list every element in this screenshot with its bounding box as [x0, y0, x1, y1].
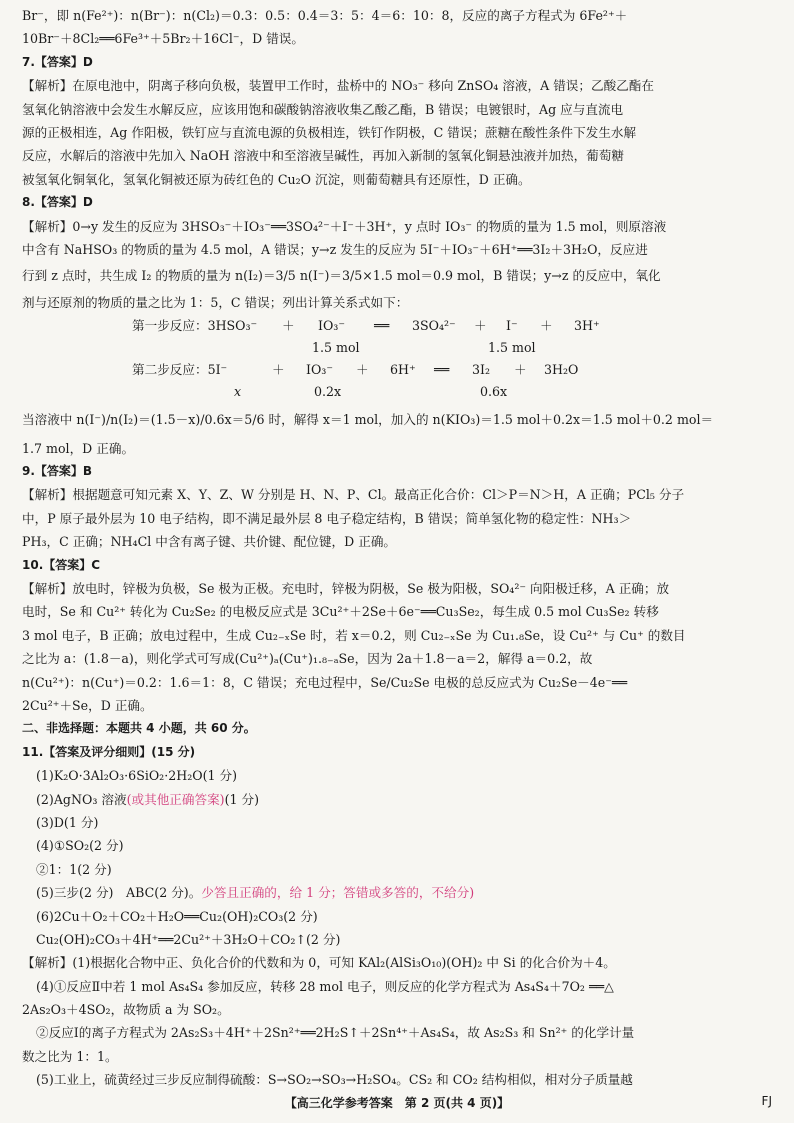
answer-text: (5)三步(2 分) ABC(2 分)。 — [36, 885, 202, 901]
step2-term: 第二步反应：5I⁻ — [132, 361, 228, 377]
text-line: 源的正极相连，Ag 作阳极，铁钉应与直流电源的负极相连，铁钉作阴极，C 错误；蔗糖在酸性条件下发生水解 — [22, 124, 637, 140]
step1-term: ＋ — [474, 317, 487, 333]
step2-term: 3H₂O — [544, 361, 579, 377]
section-heading: 二、非选择题：本题共 4 小题，共 60 分。 — [22, 721, 256, 736]
step2-value: 0.6x — [480, 383, 508, 399]
step1-term: 3SO₄²⁻ — [412, 317, 456, 333]
step2-value: x — [234, 383, 242, 399]
text-line: 氢氧化钠溶液中会发生水解反应，应该用饱和碳酸钠溶液收集乙酸乙酯，B 错误；电镀银时，Ag 应与直流电 — [22, 101, 624, 117]
step2-term: 3I₂ — [472, 361, 491, 377]
question-9-analysis: 【解析】根据题意可知元素 X、Y、Z、W 分别是 H、N、P、Cl。最高正化合价：Cl＞P＝N＞H，A 正确；PCl₅ 分子 — [22, 487, 685, 503]
score-text: (1 分) — [224, 791, 260, 807]
text-line: Br⁻，即 n(Fe²⁺)：n(Br⁻)：n(Cl₂)＝0.3：0.5：0.4＝3：5：4＝6：10：8，反应的离子方程式为 6Fe²⁺＋ — [22, 8, 628, 23]
step2-term: 6H⁺ — [390, 361, 416, 377]
answer-item-3: (3)D(1 分) — [36, 814, 99, 830]
answer-item-4b: ②1：1(2 分) — [36, 861, 112, 877]
step2-term: ＋ — [514, 361, 527, 377]
question-7-answer: 7.【答案】D — [22, 54, 93, 69]
text-line: (4)①反应Ⅱ中若 1 mol As₄S₄ 参加反应，转移 28 mol 电子，则反应的化学方程式为 As₄S₄＋7O₂ ══△ — [36, 978, 614, 994]
step1-term: IO₃⁻ — [318, 317, 345, 333]
question-8-answer: 8.【答案】D — [22, 195, 93, 210]
text-line: 2As₂O₃＋4SO₂，故物质 a 为 SO₂。 — [22, 1002, 230, 1018]
text-line: 中含有 NaHSO₃ 的物质的量为 4.5 mol，A 错误；y→z 发生的反应为 5I⁻＋IO₃⁻＋6H⁺══3I₂＋3H₂O，反应进 — [22, 241, 648, 257]
footer-page-info: 【高三化学参考答案 第 2 页(共 4 页)】 — [284, 1096, 510, 1110]
text-line: ②反应Ⅰ的离子方程式为 2As₂S₃＋4H⁺＋2Sn²⁺══2H₂S↑＋2Sn⁴⁺＋As₄S₄，故 As₂S₃ 和 Sn²⁺ 的化学计量 — [36, 1025, 635, 1041]
text-line: (5)工业上，硫黄经过三步反应制得硫酸：S→SO₂→SO₃→H₂SO₄。CS₂ 和 CO₂ 结构相似，相对分子质量越 — [36, 1072, 633, 1088]
question-7-analysis: 【解析】在原电池中，阴离子移向负极，装置甲工作时，盐桥中的 NO₃⁻ 移向 ZnSO₄ 溶液，A 错误；乙酸乙酯在 — [22, 78, 654, 94]
answer-text: (2)AgNO₃ 溶液 — [36, 791, 127, 807]
text-line: 之比为 a：(1.8－a)，则化学式可写成(Cu²⁺)ₐ(Cu⁺)₁.₈₋ₐSe，因为 2a＋1.8－a＝2，解得 a＝0.2，故 — [22, 651, 593, 667]
text-line: 数之比为 1：1。 — [22, 1048, 118, 1064]
text-line: 行到 z 点时，共生成 I₂ 的物质的量为 n(I₂)＝3/5 n(I⁻)＝3/5×1.5 mol＝0.9 mol，B 错误；y→z 的反应中，氧化 — [22, 268, 661, 284]
text-line: 2Cu²⁺＋Se，D 正确。 — [22, 697, 153, 713]
answer-content — [22, 4, 774, 1092]
step1-term: I⁻ — [506, 317, 518, 333]
answer-item-4: (4)①SO₂(2 分) — [36, 838, 124, 854]
alt-answer-note: (或其他正确答案) — [126, 791, 225, 807]
text-line: 1.7 mol，D 正确。 — [22, 440, 135, 456]
step2-term: ＋ — [272, 361, 285, 377]
footer-code: FJ — [761, 1094, 772, 1108]
step1-term: ══ — [374, 317, 390, 333]
text-line: 剂与还原剂的物质的量之比为 1：5，C 错误；列出计算关系式如下： — [22, 295, 409, 311]
reaction-step-1-values — [22, 337, 774, 359]
text-line: n(Cu²⁺)：n(Cu⁺)＝0.2：1.6＝1：8，C 错误；充电过程中，Se/Cu₂Se 电极的总反应式为 Cu₂Se－4e⁻══ — [22, 674, 628, 690]
reaction-step-1 — [22, 315, 774, 337]
question-11-analysis: 【解析】(1)根据化合物中正、负化合价的代数和为 0，可知 KAl₂(AlSi₃O₁₀)(OH)₂ 中 Si 的化合价为＋4。 — [22, 955, 616, 971]
answer-item-6b: Cu₂(OH)₂CO₃＋4H⁺══2Cu²⁺＋3H₂O＋CO₂↑(2 分) — [36, 931, 341, 947]
text-line: 3 mol 电子，B 正确；放电过程中，生成 Cu₂₋ₓSe 时，若 x＝0.2，则 Cu₂₋ₓSe 为 Cu₁.₈Se，设 Cu²⁺ 与 Cu⁺ 的数目 — [22, 627, 686, 643]
step2-value: 0.2x — [314, 383, 342, 399]
step1-term: 第一步反应：3HSO₃⁻ — [132, 317, 258, 333]
step1-term: ＋ — [540, 317, 553, 333]
question-10-analysis: 【解析】放电时，锌极为负极，Se 极为正极。充电时，锌极为阴极，Se 极为阳极，SO₄²⁻ 向阳极迁移，A 正确；放 — [22, 581, 670, 597]
text-line: 10Br⁻＋8Cl₂══6Fe³⁺＋5Br₂＋16Cl⁻，D 错误。 — [22, 31, 304, 47]
question-8-analysis: 【解析】0→y 发生的反应为 3HSO₃⁻＋IO₃⁻══3SO₄²⁻＋I⁻＋3H⁺，y 点时 IO₃⁻ 的物质的量为 1.5 mol，则原溶液 — [22, 218, 667, 234]
text-line: 中，P 原子最外层为 10 电子结构，即不满足最外层 8 电子稳定结构，B 错误；简单氢化物的稳定性：NH₃＞ — [22, 510, 632, 526]
ratio-line: 当溶液中 n(I⁻)/n(I₂)＝(1.5－x)/0.6x＝5/6 时，解得 x＝1 mol，加入的 n(KIO₃)＝1.5 mol＋0.2x＝1.5 mol＋0.2 mol＝ — [22, 411, 714, 427]
step1-term: 3H⁺ — [574, 317, 600, 333]
step1-term: ＋ — [282, 317, 295, 333]
step2-term: ＋ — [356, 361, 369, 377]
answer-item-2 — [22, 788, 774, 811]
reaction-step-2-values — [22, 381, 774, 403]
answer-item-1: (1)K₂O·3Al₂O₃·6SiO₂·2H₂O(1 分) — [36, 768, 238, 784]
page-footer — [0, 1094, 794, 1118]
question-9-answer: 9.【答案】B — [22, 464, 93, 479]
step1-value: 1.5 mol — [488, 339, 536, 355]
text-line: 反应，水解后的溶液中先加入 NaOH 溶液中和至溶液呈碱性，再加入新制的氢氧化铜悬浊液并加热，葡萄糖 — [22, 148, 624, 164]
text-line: PH₃，C 正确；NH₄Cl 中含有离子键、共价键、配位键，D 正确。 — [22, 534, 397, 550]
step1-value: 1.5 mol — [312, 339, 360, 355]
question-10-answer: 10.【答案】C — [22, 557, 101, 572]
question-11-heading: 11.【答案及评分细则】(15 分) — [22, 744, 196, 759]
text-line: 被氢氧化铜氧化，氢氧化铜被还原为砖红色的 Cu₂O 沉淀，则葡萄糖具有还原性，D 正确。 — [22, 171, 531, 187]
answer-item-6: (6)2Cu＋O₂＋CO₂＋H₂O══Cu₂(OH)₂CO₃(2 分) — [36, 908, 318, 924]
answer-item-5 — [22, 881, 774, 904]
text-line: 电时，Se 和 Cu²⁺ 转化为 Cu₂Se₂ 的电极反应式是 3Cu²⁺＋2Se＋6e⁻══Cu₃Se₂，每生成 0.5 mol Cu₃Se₂ 转移 — [22, 604, 659, 620]
step2-term: ══ — [434, 361, 450, 377]
reaction-step-2 — [22, 359, 774, 381]
scoring-note: 少答且正确的，给 1 分；答错或多答的，不给分) — [201, 885, 475, 901]
step2-term: IO₃⁻ — [306, 361, 333, 377]
